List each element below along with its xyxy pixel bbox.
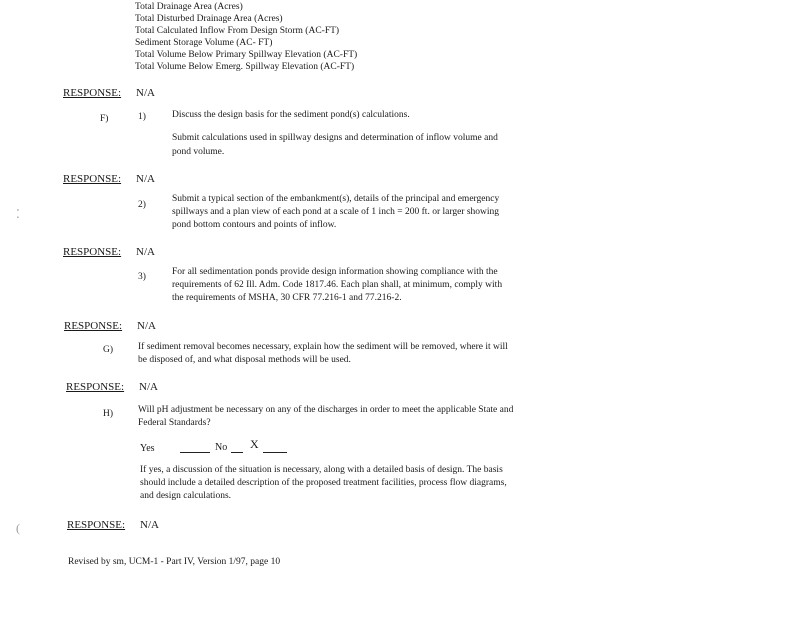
response-label: RESPONSE: <box>67 519 126 531</box>
page-footer: Revised by sm, UCM-1 - Part IV, Version 1/97, page 10 <box>68 557 281 567</box>
item-text: should include a detailed description of the proposed treatment facilities, process flow diagrams, <box>140 478 507 488</box>
item-text: requirements of 62 Ill. Adm. Code 1817.46. Each plan shall, at minimum, comply with <box>172 280 503 290</box>
response-value: N/A <box>136 173 155 185</box>
item-text: Submit calculations used in spillway designs and determination of inflow volume and <box>172 133 498 143</box>
item-letter-g: G) <box>103 345 114 355</box>
item-text: For all sedimentation ponds provide design information showing compliance with the <box>172 267 498 277</box>
item-text: Discuss the design basis for the sediment pond(s) calculations. <box>172 110 410 120</box>
no-mark-blank <box>263 442 287 453</box>
item-text: be disposed of, and what disposal methods will be used. <box>138 355 351 365</box>
item-number: 1) <box>138 112 146 122</box>
item-text: the requirements of MSHA, 30 CFR 77.216-1 and 77.216-2. <box>172 293 402 303</box>
item-text: Submit a typical section of the embankment(s), details of the principal and emergency <box>172 194 500 204</box>
no-blank <box>231 442 243 453</box>
scan-mark: ( <box>16 521 20 535</box>
item-text: Federal Standards? <box>138 418 211 428</box>
no-mark: X <box>250 437 259 451</box>
response-label: RESPONSE: <box>63 173 122 185</box>
response-value: N/A <box>140 519 159 531</box>
response-value: N/A <box>139 381 158 393</box>
item-number: 3) <box>138 272 146 282</box>
response-value: N/A <box>136 87 155 99</box>
response-label: RESPONSE: <box>63 87 122 99</box>
item-number: 2) <box>138 200 146 210</box>
item-text: pond bottom contours and points of inflow. <box>172 220 337 230</box>
no-label: No <box>215 442 228 453</box>
response-label: RESPONSE: <box>66 381 125 393</box>
response-label: RESPONSE: <box>64 320 123 332</box>
top-list-item: Total Volume Below Primary Spillway Elevation (AC-FT) <box>135 50 358 60</box>
item-text: and design calculations. <box>140 491 232 501</box>
response-value: N/A <box>136 246 155 258</box>
item-text: spillways and a plan view of each pond at a scale of 1 inch = 200 ft. or larger showing <box>172 207 500 217</box>
item-letter-f: F) <box>100 114 109 124</box>
item-text: If sediment removal becomes necessary, explain how the sediment will be removed, where it will <box>138 342 508 352</box>
top-list-item: Sediment Storage Volume (AC- FT) <box>135 38 273 48</box>
scan-mark: ⁚ <box>16 207 20 221</box>
yes-label: Yes <box>140 443 155 454</box>
top-list-item: Total Drainage Area (Acres) <box>135 2 243 12</box>
response-value: N/A <box>137 320 156 332</box>
top-list-item: Total Volume Below Emerg. Spillway Elevation (AC-FT) <box>135 62 355 72</box>
item-letter-h: H) <box>103 409 114 419</box>
yes-blank <box>180 442 210 453</box>
top-list-item: Total Disturbed Drainage Area (Acres) <box>135 14 283 24</box>
item-text: Will pH adjustment be necessary on any of the discharges in order to meet the applicable State and <box>138 405 514 415</box>
response-label: RESPONSE: <box>63 246 122 258</box>
item-text: pond volume. <box>172 147 225 157</box>
item-text: If yes, a discussion of the situation is necessary, along with a detailed basis of design. The basis <box>140 465 503 475</box>
top-list-item: Total Calculated Inflow From Design Storm (AC-FT) <box>135 26 340 36</box>
